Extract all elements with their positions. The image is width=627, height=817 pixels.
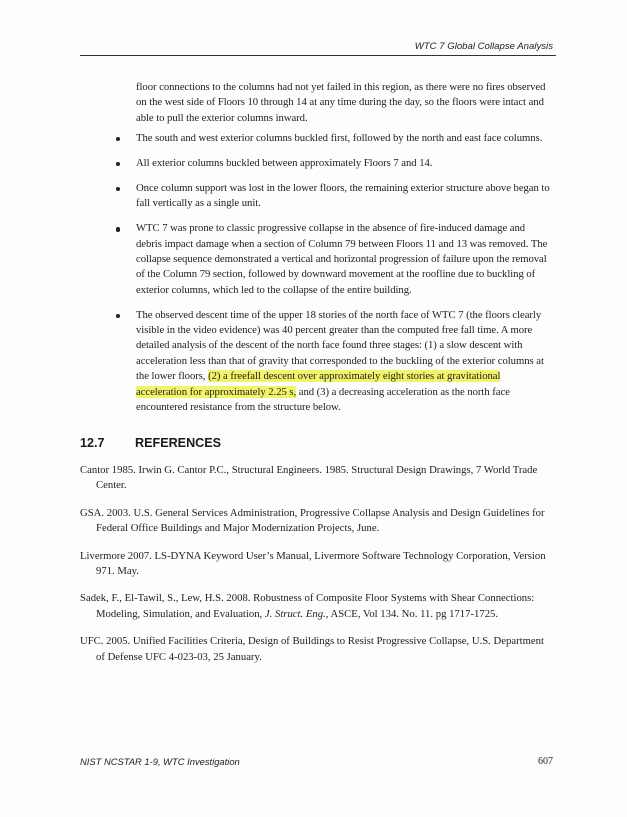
- reference-list: [80, 463, 555, 677]
- running-header: WTC 7 Global Collapse Analysis: [414, 41, 553, 52]
- bullet-text-before: The observed descent time of the upper 18 stories of the north face of WTC 7 (the floors clearly visible in the video evidence) was 40 percent greater than the computed free fall time. A more detailed analysis of the descent of the north face found three stages: (1) a slow descent with acceleration less than that of gravity that corresponded to the buckling of the exterior columns at the lower floors,: [136, 308, 544, 383]
- bullet-item: [0, 308, 627, 416]
- bullet-text: Once column support was lost in the lower floors, the remaining exterior structure above began to fall vertically as a single unit.: [136, 181, 550, 210]
- bullet-icon: [116, 162, 120, 166]
- bullet-item: [0, 131, 627, 146]
- reference-text-after: ASCE, Vol 134. No. 11. pg 1717-1725.: [328, 607, 499, 620]
- reference-entry: Livermore 2007. LS-DYNA Keyword User’s Manual, Livermore Software Technology Corporation, Version 971. May.: [80, 549, 546, 578]
- reference-text-before: Sadek, F., El-Tawil, S., Lew, H.S. 2008. Robustness of Composite Floor Systems with Shear Connections: Modeling, Simulation, and Evaluation,: [80, 592, 535, 620]
- bullet-icon: [116, 137, 120, 141]
- bullet-item: [0, 221, 627, 298]
- section-number: 12.7: [80, 436, 105, 450]
- bullet-item: [0, 181, 627, 212]
- reference-entry: UFC. 2005. Unified Facilities Criteria, Design of Buildings to Resist Progressive Collapse, U.S. Department of Defense UFC 4-023-03, 25 January.: [80, 635, 544, 663]
- section-heading: [80, 436, 221, 450]
- bullet-text: The south and west exterior columns buckled first, followed by the north and east face columns.: [136, 132, 543, 144]
- header-rule: [80, 55, 556, 56]
- bullet-icon: [116, 314, 120, 318]
- bullet-item: [0, 156, 627, 171]
- bullet-icon: [116, 187, 120, 191]
- reference-entry: GSA. 2003. U.S. General Services Administration, Progressive Collapse Analysis and Design Guidelines for Federal Office Buildings and Major Modernization Projects, June.: [80, 506, 545, 535]
- reference-entry: [80, 591, 555, 622]
- bullet-icon: [116, 227, 120, 231]
- reference-entry: Cantor 1985. Irwin G. Cantor P.C., Structural Engineers. 1985. Structural Design Drawings, 7 World Trade Center.: [80, 464, 538, 492]
- continuation-paragraph: floor connections to the columns had not yet failed in this region, as there were no fires observed on the west side of Floors 10 through 14 at any time during the day, so the floors were intact and able to pull the exterior columns inward.: [136, 81, 546, 124]
- findings-bullet-list: [0, 131, 627, 425]
- reference-journal: J. Struct. Eng.,: [264, 607, 329, 620]
- page-number: 607: [538, 756, 553, 767]
- highlighted-freefall-text: (2) a freefall descent over approximately eight stories at gravitational acceleration for approximately 2.25 s,: [136, 370, 501, 398]
- running-footer: NIST NCSTAR 1-9, WTC Investigation: [80, 756, 240, 767]
- bullet-text: [136, 308, 551, 416]
- bullet-text-after: and (3) a decreasing acceleration as the north face encountered resistance from the structure below.: [136, 385, 510, 414]
- bullet-text: WTC 7 was prone to classic progressive collapse in the absence of fire-induced damage and debris impact damage when a section of Column 79 between Floors 11 and 13 was removed. The collapse sequence demonstrated a vertical and horizontal progression of failure upon the removal of the Column 79 section, followed by downward movement at the roofline due to buckling of exterior columns, which led to the collapse of the entire building.: [136, 222, 548, 296]
- section-title: REFERENCES: [135, 436, 222, 450]
- bullet-text: All exterior columns buckled between approximately Floors 7 and 14.: [136, 156, 433, 169]
